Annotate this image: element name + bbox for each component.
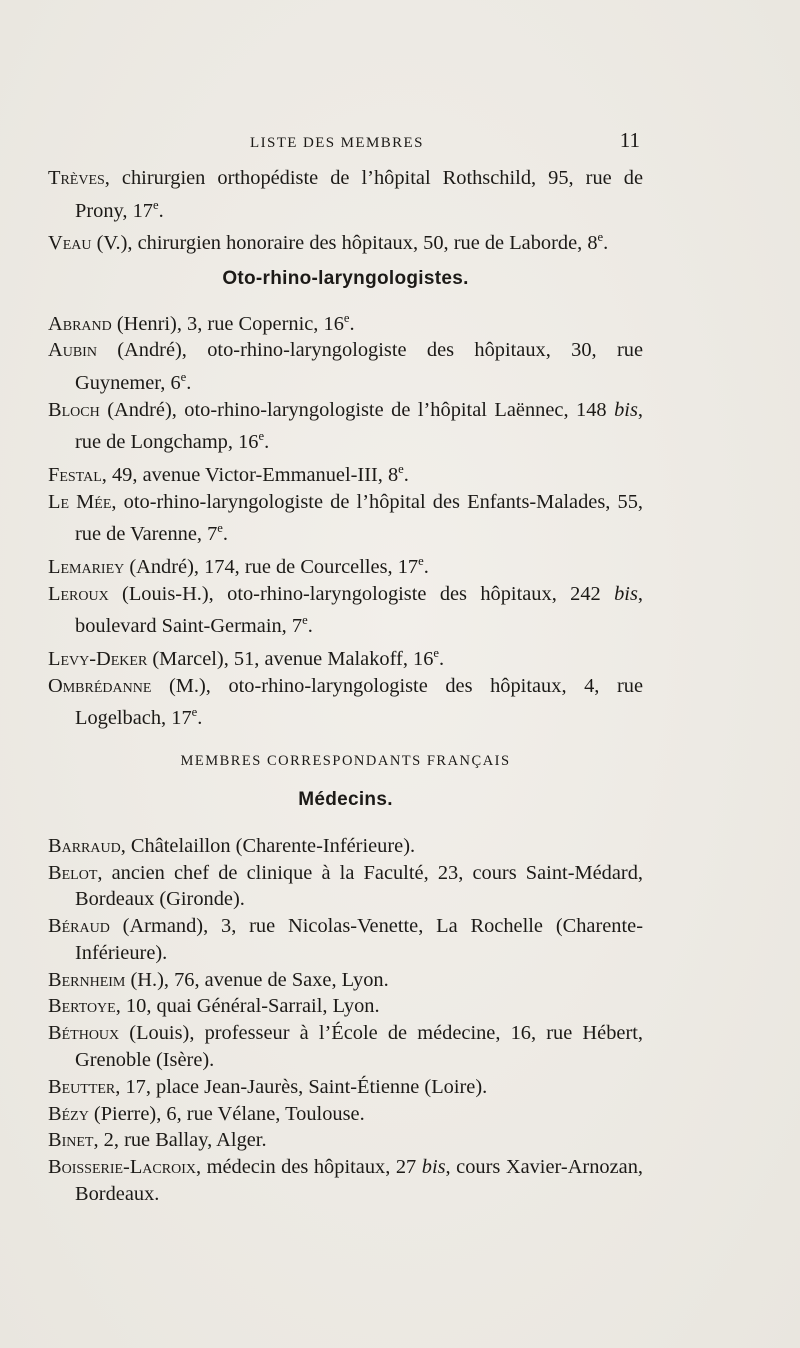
list-entry — [48, 1127, 643, 1154]
list-entry — [48, 993, 643, 1020]
page-header — [250, 128, 640, 153]
member-details: (Henri), 3, rue Copernic, 16e. — [111, 310, 355, 335]
member-list — [48, 165, 643, 1208]
list-entry — [48, 165, 643, 224]
member-name: Bertoye — [48, 995, 116, 1018]
member-details: , oto-rhino-laryngologiste de l’hôpital des Enfants-Malades, 55, rue de Varenne, 7e. — [75, 490, 644, 546]
member-name: Aubin — [48, 339, 97, 362]
section-title-medecins: Médecins. — [298, 788, 393, 810]
member-name: Le Mée — [48, 490, 112, 513]
member-details: (André), oto-rhino-laryngologiste des hôpitaux, 30, rue Guynemer, 6e. — [75, 339, 643, 394]
member-details: , ancien chef de clinique à la Faculté, 23, cours Saint-Médard, Bordeaux (Gironde). — [75, 861, 643, 911]
member-name: Beutter — [48, 1075, 116, 1098]
member-name: Bloch — [48, 398, 100, 421]
member-name: Belot — [48, 861, 98, 884]
member-details: (Louis), professeur à l’École de médecine, 16, rue Hébert, Grenoble (Isère). — [75, 1022, 643, 1072]
member-name: Lemariey — [48, 555, 125, 578]
entries-surgery — [48, 165, 643, 257]
list-entry — [48, 224, 643, 257]
list-entry — [48, 1101, 643, 1128]
list-entry — [48, 548, 643, 581]
member-name: Festal — [48, 463, 102, 486]
entries-oto — [48, 305, 643, 732]
member-name: Bernheim — [48, 968, 126, 991]
list-entry — [48, 1154, 643, 1208]
list-entry — [48, 1074, 643, 1101]
member-details: (Louis-H.), oto-rhino-laryngologiste des hôpitaux, 242 bis, boulevard Saint-Germain, 7e. — [75, 582, 643, 638]
list-entry — [48, 833, 643, 860]
page-number: 11 — [619, 128, 640, 152]
list-entry — [48, 397, 643, 456]
member-name: Béraud — [48, 915, 110, 938]
entries-medecins — [48, 833, 643, 1208]
member-name: Béthoux — [48, 1022, 120, 1045]
member-details: , Châtelaillon (Charente-Inférieure). — [120, 834, 416, 857]
running-head: LISTE DES MEMBRES — [250, 135, 424, 151]
member-name: Binet — [48, 1129, 94, 1152]
list-entry — [48, 913, 643, 967]
section-title-oto: Oto-rhino-laryngologistes. — [222, 267, 469, 289]
list-entry — [48, 305, 643, 338]
member-name: Levy-Deker — [48, 647, 148, 670]
list-entry — [48, 860, 643, 914]
member-details: (André), oto-rhino-laryngologiste de l’hôpital Laënnec, 148 bis, rue de Longchamp, 16e. — [75, 398, 643, 454]
member-name: Veau — [48, 232, 92, 255]
member-details: (H.), 76, avenue de Saxe, Lyon. — [125, 968, 389, 991]
member-name: Abrand — [48, 312, 112, 335]
member-name: Boisserie-Lacroix — [48, 1156, 196, 1179]
list-entry — [48, 489, 643, 548]
member-name: Trèves — [48, 167, 105, 189]
list-entry — [48, 673, 643, 732]
list-entry — [48, 337, 643, 396]
member-details: (Pierre), 6, rue Vélane, Toulouse. — [88, 1102, 365, 1125]
section-subtitle-correspondants: MEMBRES CORRESPONDANTS FRANÇAIS — [180, 753, 511, 770]
member-details: (André), 174, rue de Courcelles, 17e. — [124, 554, 429, 578]
member-name: Barraud — [48, 834, 121, 857]
member-details: , chirurgien orthopédiste de l’hôpital Rothschild, 95, rue de Prony, 17e. — [75, 167, 643, 222]
member-name: Bézy — [48, 1102, 89, 1125]
list-entry — [48, 581, 643, 640]
list-entry — [48, 456, 643, 489]
member-details: (M.), oto-rhino-laryngologiste des hôpitaux, 4, rue Logelbach, 17e. — [75, 674, 643, 730]
member-details: , 2, rue Ballay, Alger. — [93, 1129, 267, 1152]
list-entry — [48, 640, 643, 673]
member-name: Ombrédanne — [48, 674, 152, 697]
member-details: , 49, avenue Victor-Emmanuel-III, 8e. — [101, 462, 409, 486]
member-details: (Armand), 3, rue Nicolas-Venette, La Rochelle (Charente-Inférieure). — [75, 915, 643, 964]
member-details: , 17, place Jean-Jaurès, Saint-Étienne (Loire). — [115, 1075, 488, 1098]
list-entry — [48, 1020, 643, 1074]
member-details: (Marcel), 51, avenue Malakoff, 16e. — [147, 646, 445, 670]
member-details: , 10, quai Général-Sarrail, Lyon. — [115, 995, 380, 1018]
member-details: , médecin des hôpitaux, 27 bis, cours Xavier-Arnozan, Bordeaux. — [75, 1156, 643, 1206]
member-details: (V.), chirurgien honoraire des hôpitaux, 50, rue de Laborde, 8e. — [91, 230, 609, 255]
list-entry — [48, 967, 643, 994]
member-name: Leroux — [48, 582, 109, 605]
